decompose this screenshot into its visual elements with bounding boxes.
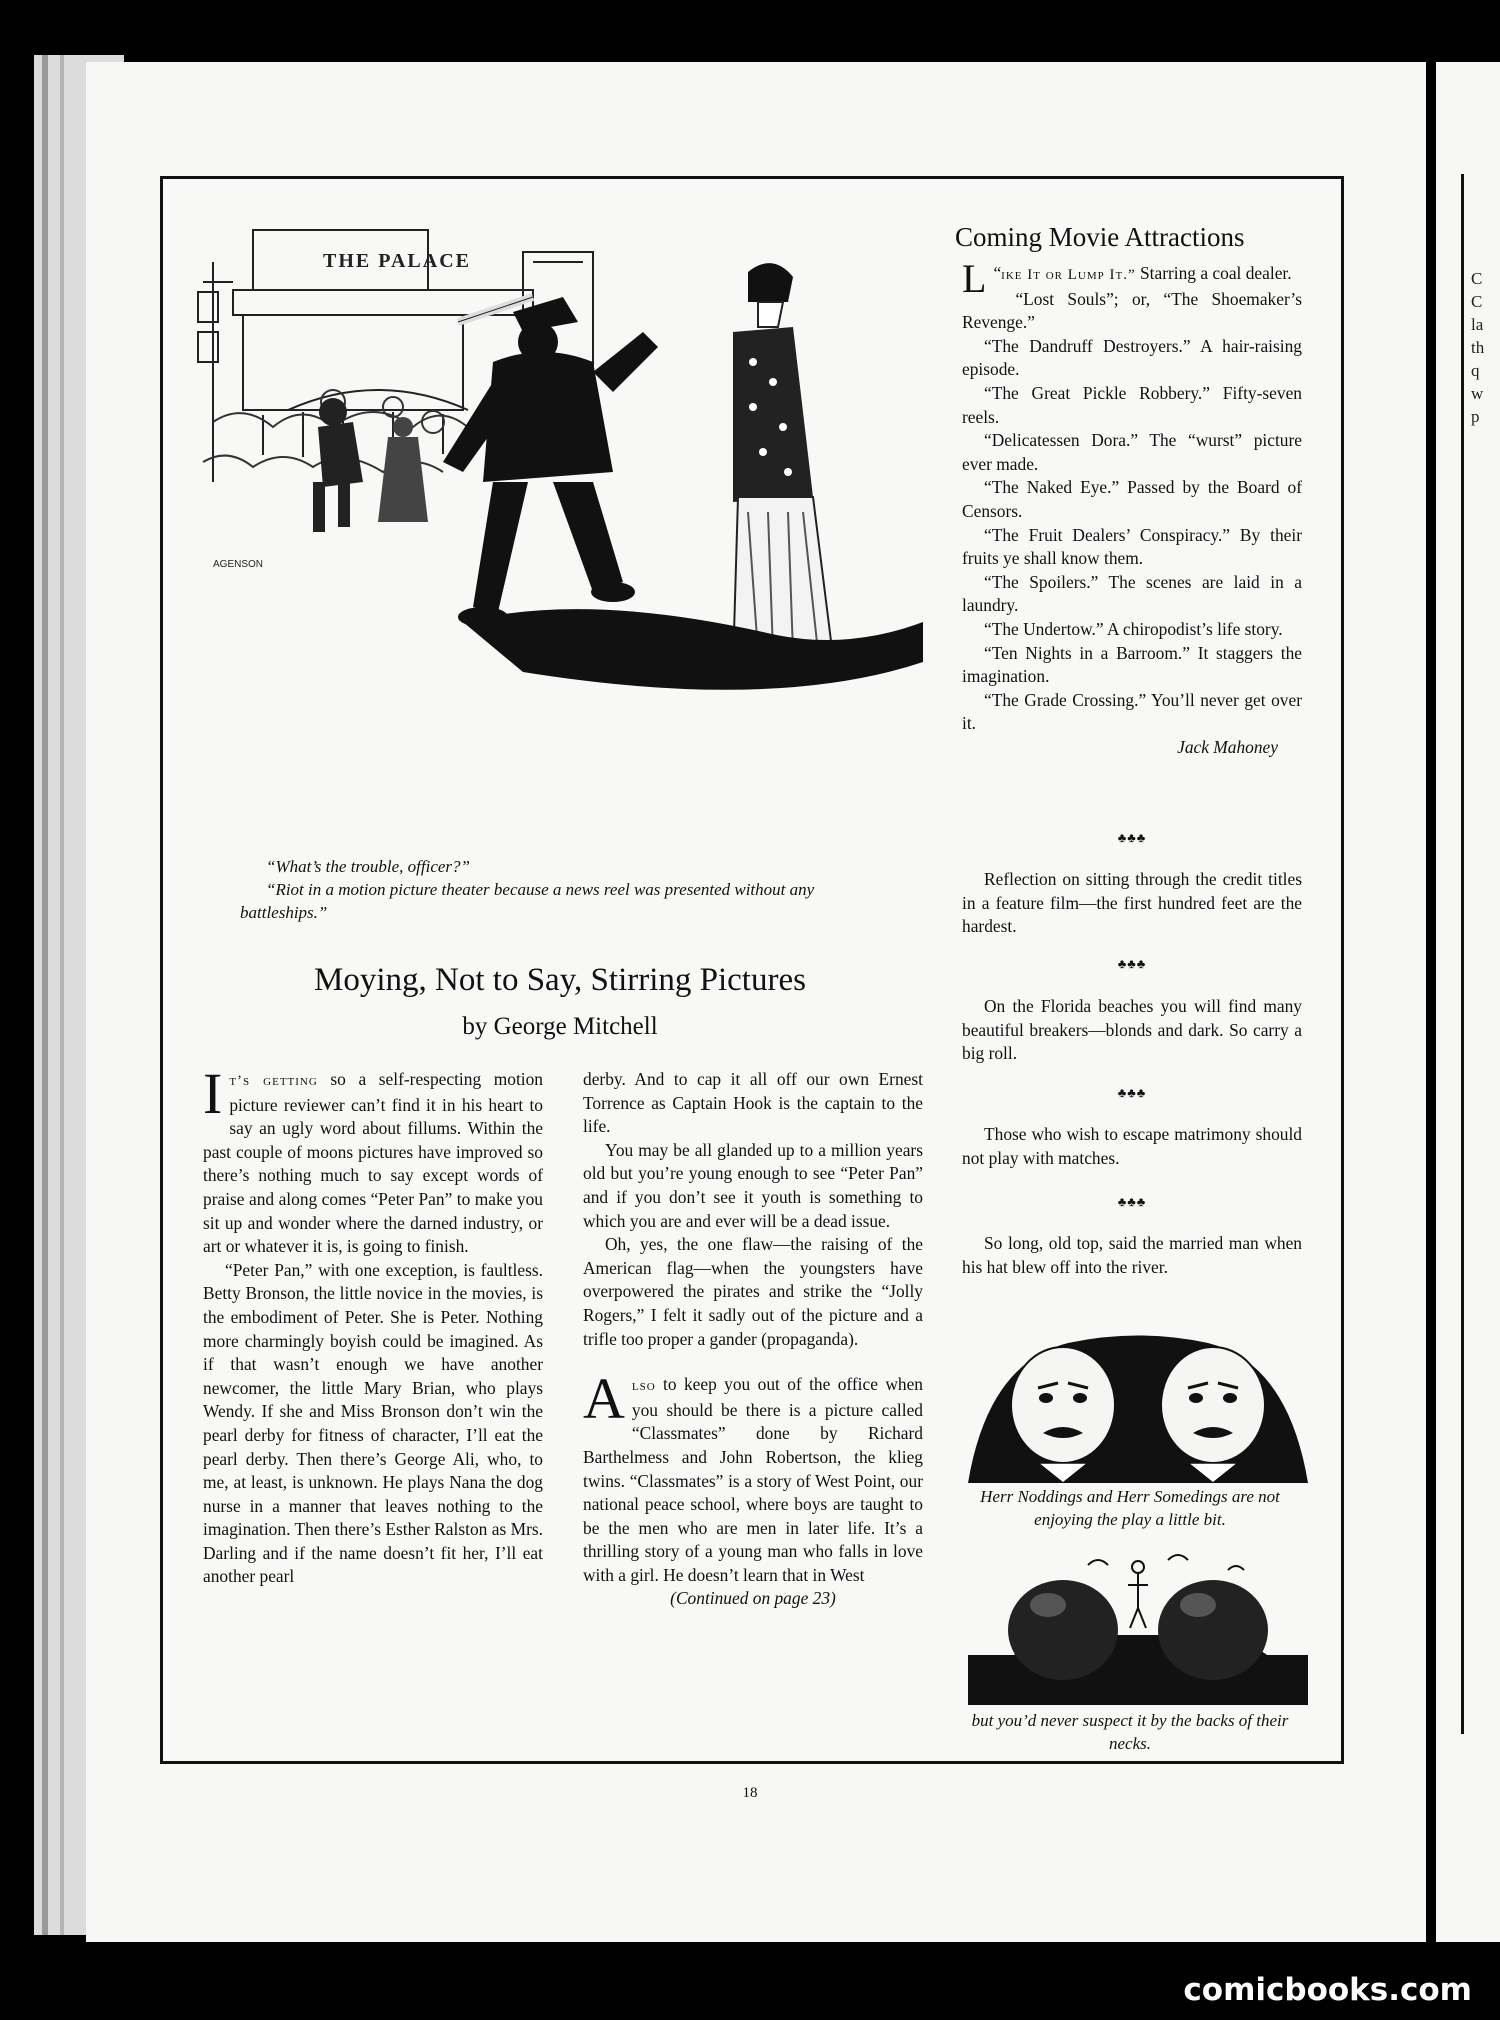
list-item: “The Undertow.” A chiropodist’s life story. [984,618,1283,639]
article-column-2 [583,1068,923,1611]
drop-cap: I [203,1061,223,1126]
page-number: 18 [742,1785,758,1801]
item-text: Starring a coal dealer. [1135,263,1292,283]
section-dingbat: ♣♣♣ [1117,1085,1147,1100]
list-item: “The Grade Crossing.” You’ll never get over it. [962,689,1302,734]
joke-text: Reflection on sitting through the credit titles in a feature film—the first hundred feet are the hardest. [962,869,1302,937]
caption-answer: “Riot in a motion picture theater because a news reel was presented without any battleships.” [240,880,815,922]
article-paragraph: Oh, yes, the one flaw—the raising of the American flag—when the youngsters have overpowered the pirates and strike the “Jolly Rogers,” I felt it sadly out of the picture and a trifle too proper a gander (propaganda). [583,1234,923,1349]
paragraph-text: so a self-respecting motion picture reviewer can’t find it in his heart to say an ugly word about fillums. Within the past couple of moons pictures have improved so there’s nothing much to say except words of praise and along comes “Peter Pan” to make you sit up and wonder where the darned industry, or art or whatever it is, is going to finish. [203,1069,544,1257]
article-paragraph: You may be all glanded up to a million years old but you’re young enough to see “Peter Pan” and if you don’t see it youth is something to which you are and ever will be a dead issue. [583,1139,923,1231]
list-item: “The Great Pickle Robbery.” Fifty-seven reels. [962,382,1302,427]
joke-text: So long, old top, said the married man when his hat blew off into the river. [962,1233,1302,1277]
caption-question: “What’s the trouble, officer?” [266,857,470,876]
list-item: “Delicatessen Dora.” The “wurst” picture ever made. [962,430,1302,474]
list-item [962,256,1302,301]
next-page-edge [1436,62,1500,1942]
open-quote: “ [993,263,1002,283]
list-item: “The Naked Eye.” Passed by the Board of Censors. [962,477,1302,521]
section-dingbat: ♣♣♣ [1117,1194,1147,1209]
article-paragraph [583,1366,923,1587]
article-byline: by George Mitchell [462,1013,658,1040]
cartoon-caption-2: but you’d never suspect it by the backs of their necks. [971,1711,1289,1753]
cartoon-caption-1: Herr Noddings and Herr Somedings are not enjoying the play a little bit. [980,1487,1280,1529]
article-paragraph: “Peter Pan,” with one exception, is faultless. Betty Bronson, the little novice in the movies, is the embodiment of Peter. She is Peter. Nothing more charmingly boyish could be imagined. As if that wasn’t enough we have another newcomer, the little Mary Brian, who plays Wendy. If she and Miss Bronson don’t win the pearl derby for fitness of character, I’ll eat the pearl derby. Then there’s George Ali, who, to me, at least, is unknown. He plays Nana the dog nurse in a manner that leaves nothing to the imagination. Then there’s Esther Ralston as Mrs. Darling and if the name doesn’t fit her, I’ll eat another pearl [203,1259,543,1587]
next-page-fragment: C C la th q w p [1471,269,1485,426]
article-paragraph [203,1061,544,1259]
list-item: “The Spoilers.” The scenes are laid in a laundry. [962,571,1302,616]
joke-text: Those who wish to escape matrimony should not play with matches. [962,1124,1302,1168]
drop-cap: L [962,256,987,301]
grumpy-men-cartoon [968,1333,1308,1483]
list-item: “Lost Souls”; or, “The Shoemaker’s Revenge.” [962,288,1302,333]
small-caps-lead: lso [631,1378,656,1395]
paragraph-text: to keep you out of the office when you should be there is a picture called “Classmates” done by Richard Barthelmess and John Robertson, the klieg twins. “Classmates” is a story of West Point, our national peace school, where boys are taught to be the men who are men in later life. It’s a thrilling story of a young man who falls in love with a girl. He doesn’t learn that in West [583,1374,923,1585]
article-title: Moying, Not to Say, Stirring Pictures [314,962,806,998]
backs-of-heads-cartoon [968,1545,1308,1705]
joke-paragraph [962,1232,1302,1279]
article-column-1 [203,1061,544,1589]
drop-cap: A [583,1366,625,1432]
watermark: comicbooks.com [1183,1972,1472,2008]
next-page-frame [1461,174,1464,1734]
joke-text: On the Florida beaches you will find many beautiful breakers—blonds and dark. So carry a big roll. [962,996,1302,1064]
artist-signature: AGENSON [213,559,264,570]
theater-riot-illustration [193,222,928,847]
section-dingbat: ♣♣♣ [1117,830,1147,845]
illustration-caption [240,855,900,924]
section-dingbat: ♣♣♣ [1117,956,1147,971]
article-paragraph: derby. And to cap it all off our own Ernest Torrence as Captain Hook is the captain to the life. [583,1069,923,1137]
list-item: “Ten Nights in a Barroom.” It staggers the imagination. [962,642,1302,687]
movie-attractions-list [962,256,1302,759]
sidebar-title: Coming Movie Attractions [955,222,1245,252]
joke-paragraph [962,995,1302,1066]
theater-sign: THE PALACE [323,250,471,272]
small-caps-lead: t’s getting [229,1073,318,1089]
list-item: “The Dandruff Destroyers.” A hair-raising episode. [962,335,1302,380]
sidebar-signature: Jack Mahoney [1177,736,1278,757]
list-item: “The Fruit Dealers’ Conspiracy.” By their fruits ye shall know them. [962,524,1302,569]
joke-paragraph [962,1123,1302,1170]
joke-paragraph [962,868,1302,939]
continued-note: (Continued on page 23) [670,1588,836,1609]
small-caps-lead: ike It or Lump It.” [1001,267,1136,283]
